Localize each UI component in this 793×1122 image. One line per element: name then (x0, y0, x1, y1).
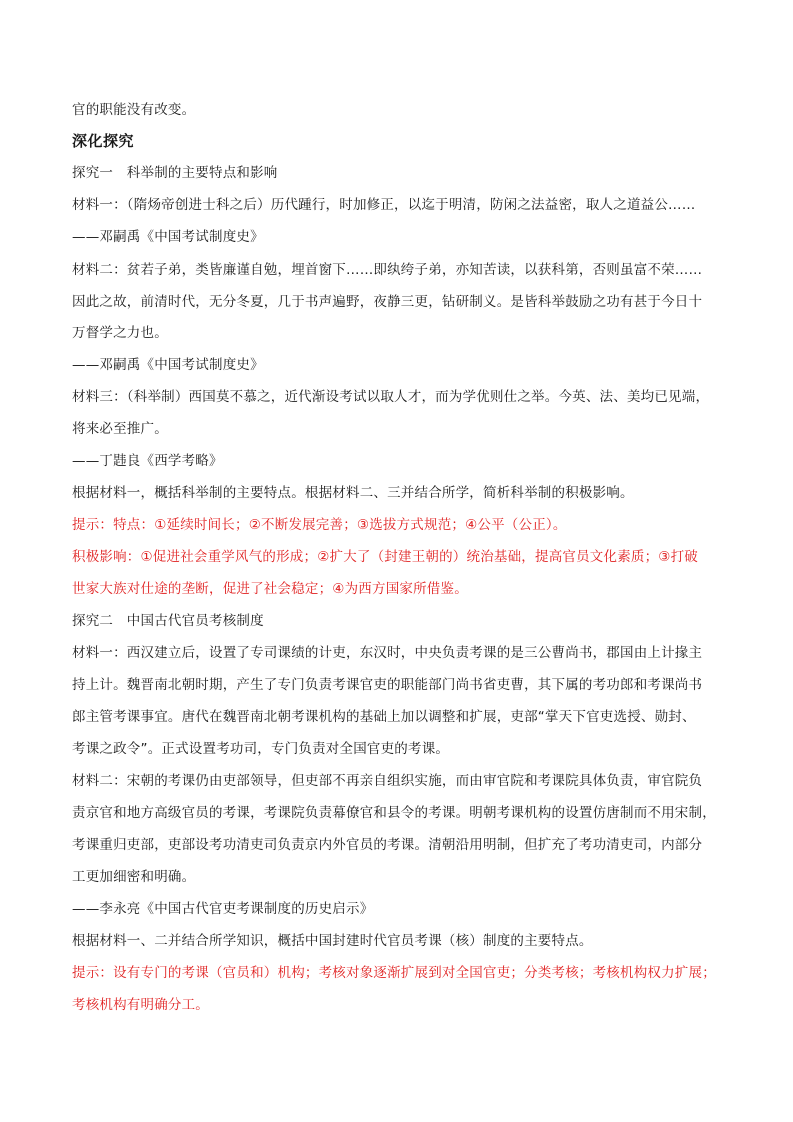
inquiry1-material2-line3: 万督学之力也。 (72, 325, 168, 341)
inquiry1-material3-line1: 材料三：（科举制）西国莫不慕之，近代渐设考试以取人才，而为学优则仕之举。今英、法、美均已见端， (72, 389, 710, 405)
inquiry2-source: ——李永亮《中国古代官吏考课制度的历史启示》 (72, 901, 374, 917)
inquiry2-material2-line2: 责京官和地方高级官员的考课，考课院负责幕僚官和县令的考课。明朝考课机构的设置仿唐制而不用宋制， (72, 805, 716, 821)
inquiry2-material1-line4: 考课之政令”。正式设置考功司，专门负责对全国官吏的考课。 (72, 741, 450, 757)
inquiry2-question: 根据材料一、二并结合所学知识，概括中国封建时代官员考课（核）制度的主要特点。 (72, 933, 593, 949)
inquiry1-material1: 材料一：（隋炀帝创进士科之后）历代踵行，时加修正，以迄于明清，防闲之法益密，取人之道益公…… (72, 197, 696, 213)
inquiry2-title: 探究二 中国古代官员考核制度 (72, 613, 264, 629)
inquiry1-material2-line1: 材料二：贫若子弟，类皆廉谨自勉，埋首窗下……即纨绔子弟，亦知苦读，以获科第，否则虽富不荣…… (72, 262, 703, 278)
inquiry1-source1: ——邓嗣禹《中国考试制度史》 (72, 229, 264, 245)
inquiry2-material2-line3: 考课重归吏部，吏部设考功清吏司负责京内外官员的考课。清朝沿用明制，但扩充了考功清吏司，内部分 (72, 837, 703, 853)
inquiry1-title: 探究一 科举制的主要特点和影响 (72, 165, 278, 181)
intro-tail-text: 官的职能没有改变。 (72, 102, 196, 118)
inquiry2-material2-line1: 材料二：宋朝的考课仍由吏部领导，但吏部不再亲自组织实施，而由审官院和考课院具体负责，审官院负 (72, 773, 703, 789)
inquiry2-material1-line3: 郎主管考课事宜。唐代在魏晋南北朝考课机构的基础上加以调整和扩展，吏部“掌天下官吏选授、勋封、 (72, 709, 696, 725)
inquiry2-material1-line2: 持上计。魏晋南北朝时期，产生了专门负责考课官吏的职能部门尚书省吏曹，其下属的考功郎和考课尚书 (72, 677, 703, 693)
inquiry1-impact-line2: 世家大族对仕途的垄断，促进了社会稳定；④为西方国家所借鉴。 (72, 581, 468, 597)
inquiry2-hint-line1: 提示：设有专门的考课（官员和）机构；考核对象逐渐扩展到对全国官吏；分类考核；考核机构权力扩展； (72, 965, 716, 981)
inquiry2-hint-line2: 考核机构有明确分工。 (72, 997, 209, 1013)
inquiry1-question: 根据材料一，概括科举制的主要特点。根据材料二、三并结合所学，简析科举制的积极影响。 (72, 485, 634, 501)
inquiry2-material1-line1: 材料一：西汉建立后，设置了专司课绩的计吏，东汉时，中央负责考课的是三公曹尚书，郡国由上计掾主 (72, 645, 703, 661)
inquiry1-hint: 提示：特点：①延续时间长；②不断发展完善；③选拔方式规范；④公平（公正）。 (72, 517, 567, 533)
inquiry1-material3-line2: 将来必至推广。 (72, 421, 168, 437)
inquiry2-material2-line4: 工更加细密和明确。 (72, 869, 196, 885)
inquiry1-impact-line1: 积极影响：①促进社会重学风气的形成；②扩大了（封建王朝的）统治基础，提高官员文化素质；③打破 (72, 549, 699, 565)
inquiry1-material2-line2: 因此之故，前清时代，无分冬夏，几于书声遍野，夜静三更，钻研制义。是皆科举鼓励之功有甚于今日十 (72, 294, 703, 310)
section-heading: 深化探究 (72, 132, 135, 150)
inquiry1-source2: ——邓嗣禹《中国考试制度史》 (72, 357, 264, 373)
inquiry1-source3: ——丁韪良《西学考略》 (72, 453, 223, 469)
